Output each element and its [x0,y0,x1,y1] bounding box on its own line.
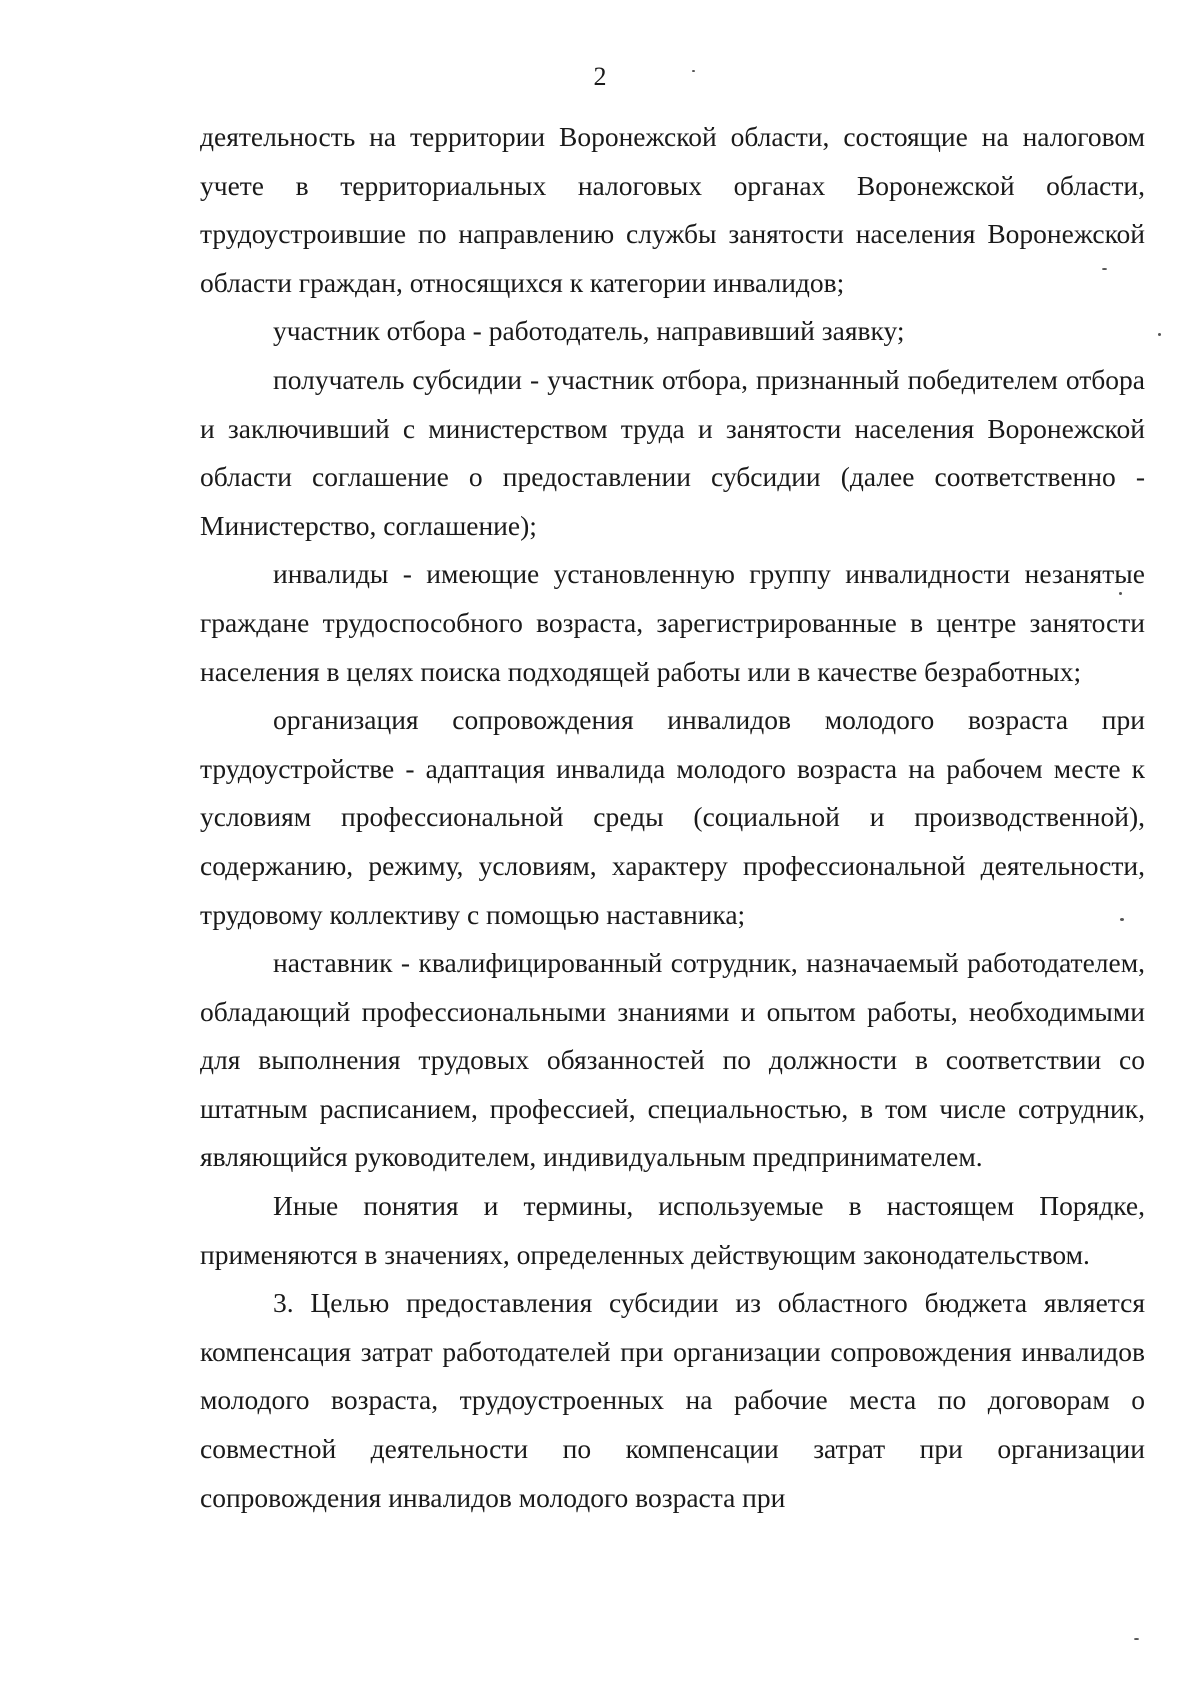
paragraph-support-definition: организация сопровождения инвалидов молодого возраста при трудоустройстве - адаптация инвалида молодого возраста на рабочем месте к условиям профессиональной среды (социальной и производственной), содержанию, режиму, условиям, характеру профессиональной деятельности, трудовому коллективу с помощью наставника; [200,704,1145,930]
page-number: 2 [593,62,607,91]
paragraph-other-terms: Иные понятия и термины, используемые в настоящем Порядке, применяются в значениях, определенных действующим законодательством. [200,1190,1145,1270]
paragraph-continuation: деятельность на территории Воронежской области, состоящие на налоговом учете в территориальных налоговых органах Воронежской области, трудоустроившие по направлению службы занятости населения Воронежской области граждан, относящихся к категории инвалидов; [200,121,1145,298]
scan-speck [692,70,695,72]
document-body [200,113,1145,1522]
paragraph-mentor-definition: наставник - квалифицированный сотрудник, назначаемый работодателем, обладающий профессиональными знаниями и опытом работы, необходимыми для выполнения трудовых обязанностей по должности в соответствии со штатным расписанием, профессией, специальностью, в том числе сотрудник, являющийся руководителем, индивидуальным предпринимателем. [200,947,1145,1173]
scan-speck [1134,1638,1139,1640]
scan-speck [1158,333,1161,336]
scan-speck [1102,268,1107,270]
scan-speck [1120,918,1124,921]
paragraph-recipient-definition: получатель субсидии - участник отбора, признанный победителем отбора и заключивший с министерством труда и занятости населения Воронежской области соглашение о предоставлении субсидии (далее соответственно - Министерство, соглашение); [200,363,1145,541]
paragraph-disabled-definition: инвалиды - имеющие установленную группу инвалидности незанятые граждане трудоспособного возраста, зарегистрированные в центре занятости населения в целях поиска подходящей работы или в качестве безработных; [200,558,1145,687]
paragraph-section-3: 3. Целью предоставления субсидии из областного бюджета является компенсация затрат работодателей при организации сопровождения инвалидов молодого возраста, трудоустроенных на рабочие места по договорам о совместной деятельности по компенсации затрат при организации сопровождения инвалидов молодого возраста при [200,1287,1145,1513]
scan-speck [1119,592,1122,595]
paragraph-participant-definition: участник отбора - работодатель, направивший заявку; [273,315,905,347]
